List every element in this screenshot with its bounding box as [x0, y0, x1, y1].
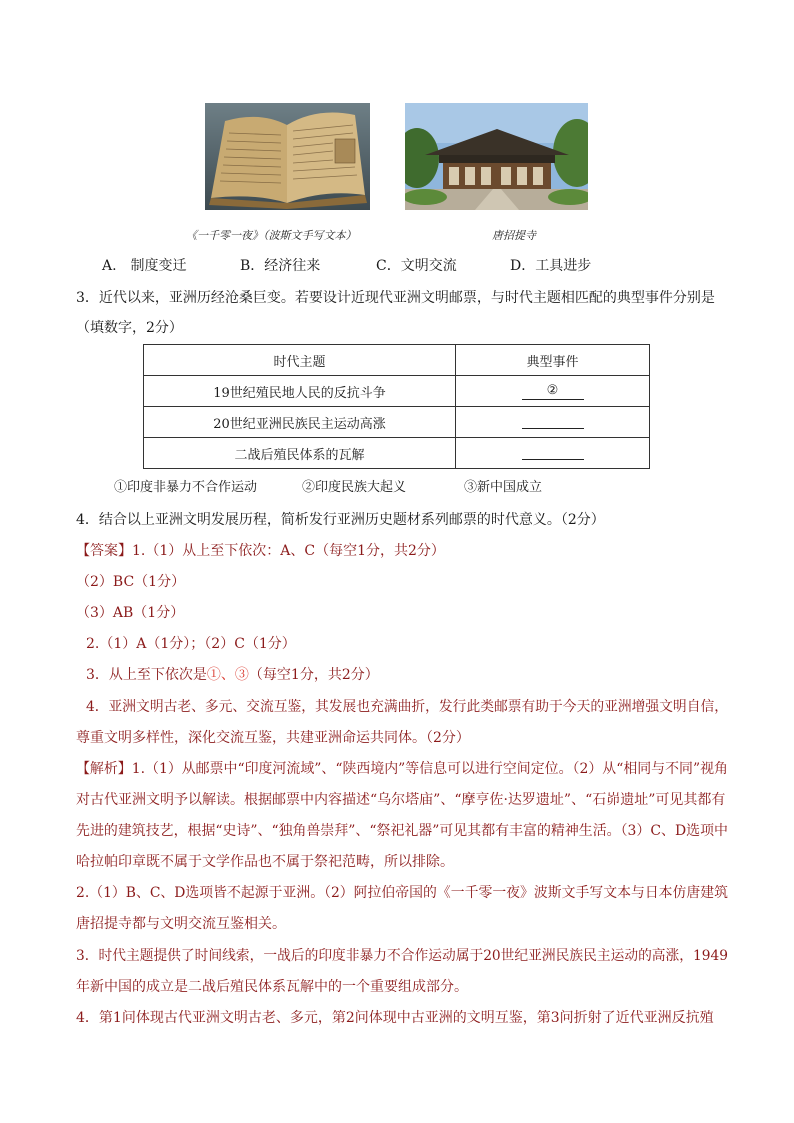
row-theme: 19世纪殖民地人民的反抗斗争: [144, 376, 456, 407]
analysis-line-2: 对古代亚洲文明予以解读。根据邮票中内容描述“乌尔塔庙”、“摩亨佐·达罗遗址”、“石峁遗址”可见其都有: [76, 792, 726, 808]
answer-text: （每空1分，共2分）: [248, 667, 379, 683]
table-row: [144, 407, 650, 438]
arabian-nights-manuscript-photo: [205, 103, 370, 210]
q3-choice-3: ③新中国成立: [464, 480, 543, 495]
analysis-line-6: 唐招提寺都与文明交流互鉴相关。: [76, 916, 286, 932]
temple-caption: 唐招提寺: [492, 229, 536, 242]
analysis-line-3: 先进的建筑技艺，根据“史诗”、“独角兽崇拜”、“祭祀礼器”可见其都有丰富的精神生活。（3）C、D选项中: [76, 823, 728, 839]
analysis-line-9: 4．第1问体现古代亚洲文明古老、多元，第2问体现中古亚洲的文明互鉴，第3问折射了近代亚洲反抗殖: [76, 1010, 714, 1026]
row-event: [456, 376, 650, 407]
answer-highlight: ①、③: [206, 667, 249, 683]
q4-stem: 4．结合以上亚洲文明发展历程，简析发行亚洲历史题材系列邮票的时代意义。（2分）: [76, 512, 605, 528]
answer-text: 3．从上至下依次是: [86, 667, 207, 683]
table-header-row: [144, 345, 650, 376]
table-row: [144, 376, 650, 407]
q3-stem-line2: （填数字，2分）: [76, 320, 183, 336]
row-event: [456, 407, 650, 438]
row-theme: 二战后殖民体系的瓦解: [144, 438, 456, 469]
analysis-line-5: 2.（1）B、C、D选项皆不起源于亚洲。（2）阿拉伯帝国的《一千零一夜》波斯文手写文本与日本仿唐建筑: [76, 885, 729, 901]
q2-option-b: B．经济往来: [240, 258, 321, 274]
q2-option-d: D．工具进步: [510, 258, 592, 274]
answer-line-6: 4．亚洲文明古老、多元、交流互鉴，其发展也充满曲折，发行此类邮票有助于今天的亚洲增强文明自信，: [86, 699, 729, 715]
analysis-line-8: 年新中国的成立是二战后殖民体系瓦解中的一个重要组成部分。: [76, 979, 468, 995]
answer-tag: 【答案】: [76, 543, 132, 559]
toshodaiji-temple-photo: [405, 103, 588, 210]
row-event: [456, 438, 650, 469]
table-row: [144, 438, 650, 469]
answer-blank: [522, 443, 584, 460]
answer-line-2: （2）BC（1分）: [76, 574, 186, 590]
header-event: 典型事件: [456, 345, 650, 376]
answer-blank: [522, 412, 584, 429]
answer-line-1: [76, 541, 445, 561]
analysis-tag: 【解析】: [76, 761, 132, 777]
analysis-line-7: 3．时代主题提供了时间线索，一战后的印度非暴力不合作运动属于20世纪亚洲民族民主运动的高涨，1949: [76, 948, 729, 964]
events-table: [143, 344, 650, 469]
analysis-line-1: [76, 759, 728, 779]
header-theme: 时代主题: [144, 345, 456, 376]
answer-blank: ②: [522, 383, 584, 400]
book-caption: 《一千零一夜》（波斯文手写文本）: [186, 229, 357, 242]
q2-option-a: A. 制度变迁: [102, 258, 187, 274]
q3-choice-1: ①印度非暴力不合作运动: [114, 480, 258, 495]
answer-line-7: 尊重文明多样性，深化交流互鉴，共建亚洲命运共同体。（2分）: [76, 730, 470, 746]
q3-stem-line1: 3．近代以来，亚洲历经沧桑巨变。若要设计近现代亚洲文明邮票，与时代主题相匹配的典型事件分别是: [76, 290, 715, 306]
answer-line-3: （3）AB（1分）: [76, 605, 185, 621]
q3-choice-2: ②印度民族大起义: [302, 480, 407, 495]
analysis-text: 1.（1）从邮票中“印度河流域”、“陕西境内”等信息可以进行空间定位。（2）从“相同与不同”视角: [131, 761, 728, 777]
answer-text: 1.（1）从上至下依次：A、C（每空1分，共2分）: [132, 543, 445, 559]
analysis-line-4: 哈拉帕印章既不属于文学作品也不属于祭祀范畴，所以排除。: [76, 854, 454, 870]
answer-line-5: [86, 665, 379, 685]
q2-option-c: C．文明交流: [376, 258, 457, 274]
answer-line-4: 2.（1）A（1分）；（2）C（1分）: [86, 636, 296, 652]
row-theme: 20世纪亚洲民族民主运动高涨: [144, 407, 456, 438]
